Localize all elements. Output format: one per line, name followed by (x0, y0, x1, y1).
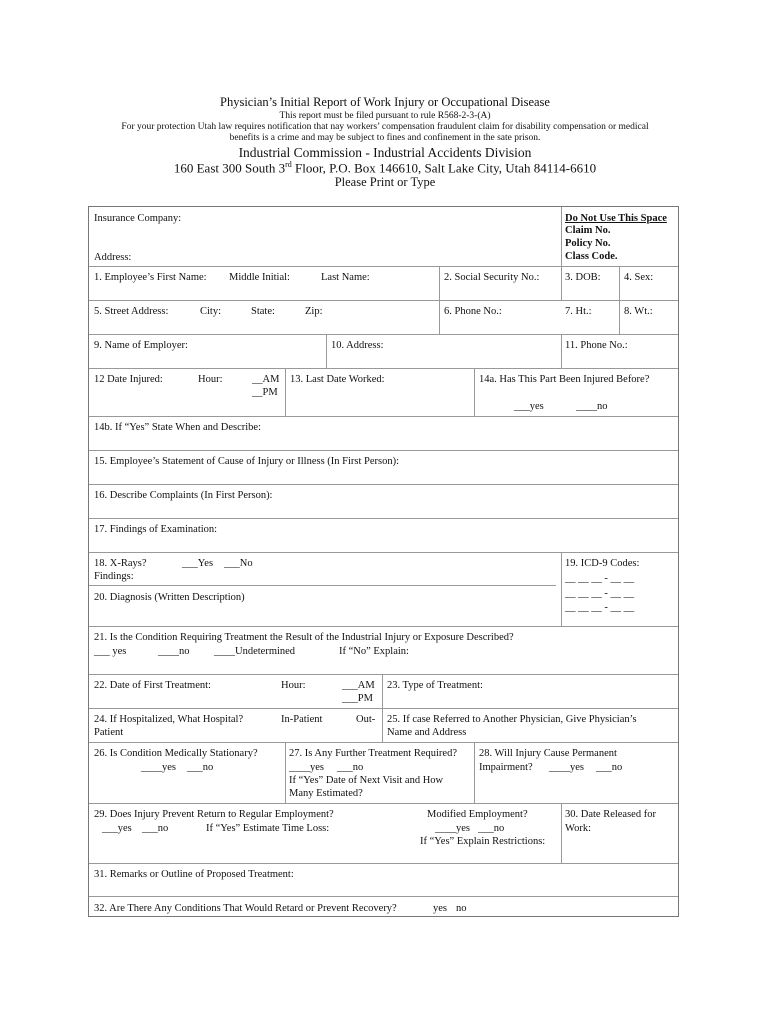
treatment-am-option[interactable]: ___AM (342, 680, 375, 691)
row-divider (89, 484, 678, 485)
column-divider (561, 207, 562, 300)
row-divider (89, 334, 678, 335)
row-divider (89, 742, 678, 743)
insurance-company-label: Insurance Company: (94, 213, 182, 224)
condition-explain-field[interactable]: If “No” Explain: (339, 646, 409, 657)
modified-employment-question: Modified Employment? (427, 809, 528, 820)
condition-result-undetermined[interactable]: ____Undetermined (214, 646, 296, 657)
state-field[interactable]: State: (251, 306, 275, 317)
modified-employment-no[interactable]: ___no (478, 823, 505, 834)
complaints-field[interactable]: 16. Describe Complaints (In First Person): (94, 490, 273, 501)
icd9-code-1[interactable]: __ __ __ - __ __ (565, 573, 635, 584)
outpatient-option-cont: Patient (94, 727, 124, 738)
column-divider (561, 803, 562, 863)
column-divider (474, 368, 475, 416)
injured-before-question: 14a. Has This Part Been Injured Before? (479, 374, 650, 385)
date-released-field-cont: Work: (565, 823, 591, 834)
height-field[interactable]: 7. Ht.: (565, 306, 592, 317)
examination-findings-field[interactable]: 17. Findings of Examination: (94, 524, 218, 535)
address-part1: 160 East 300 South 3 (173, 160, 286, 176)
middle-initial-field[interactable]: Middle Initial: (229, 272, 290, 283)
return-employment-no[interactable]: ___no (142, 823, 169, 834)
row-divider (89, 416, 678, 417)
last-date-worked-field[interactable]: 13. Last Date Worked: (290, 374, 385, 385)
do-not-use-label: Do Not Use This Space (565, 213, 667, 224)
treatment-pm-option[interactable]: ___PM (342, 693, 373, 704)
street-address-field[interactable]: 5. Street Address: (94, 306, 169, 317)
condition-result-no[interactable]: ____no (158, 646, 190, 657)
row-divider (89, 674, 678, 675)
city-field[interactable]: City: (200, 306, 222, 317)
policy-no-label: Policy No. (565, 238, 611, 249)
prior-injury-description-field[interactable]: 14b. If “Yes” State When and Describe: (94, 422, 261, 433)
employee-first-name-field[interactable]: 1. Employee’s First Name: (94, 272, 207, 283)
row-divider (89, 368, 678, 369)
next-visit-field[interactable]: If “Yes” Date of Next Visit and How (289, 775, 444, 786)
column-divider (474, 742, 475, 803)
row-divider (89, 626, 678, 627)
further-treatment-question: 27. Is Any Further Treatment Required? (289, 748, 457, 759)
further-treatment-no[interactable]: ___no (337, 762, 364, 773)
ssn-field[interactable]: 2. Social Security No.: (444, 272, 540, 283)
outpatient-option[interactable]: Out- (356, 714, 376, 725)
row-divider (89, 863, 678, 864)
column-divider (326, 334, 327, 368)
column-divider (439, 266, 440, 334)
phone-field[interactable]: 6. Phone No.: (444, 306, 502, 317)
address-ordinal: rd (285, 160, 292, 169)
row-divider (89, 896, 678, 897)
icd9-code-2[interactable]: __ __ __ - __ __ (565, 588, 635, 599)
condition-result-question: 21. Is the Condition Requiring Treatment the Result of the Industrial Injury or Exposure Described? (94, 632, 514, 643)
protection-notice-line2: benefits is a crime and may be subject to fines and confinement in the sate prison. (229, 133, 541, 143)
recovery-conditions-yes[interactable]: yes (433, 903, 447, 914)
insurance-address-label: Address: (94, 252, 132, 263)
commission-address (0, 160, 770, 176)
xrays-question: 18. X-Rays? (94, 558, 147, 569)
hospital-field[interactable]: 24. If Hospitalized, What Hospital? (94, 714, 244, 725)
protection-notice-line1: For your protection Utah law requires notification that nay workers’ compensation fraudulent claim for disability compensation or medical (121, 122, 649, 132)
report-title: Physician’s Initial Report of Work Injury or Occupational Disease (220, 95, 550, 109)
row-divider (89, 803, 678, 804)
medically-stationary-yes[interactable]: ____yes (141, 762, 176, 773)
referred-physician-field[interactable]: 25. If case Referred to Another Physician, Give Physician’s (387, 714, 637, 725)
icd9-code-3[interactable]: __ __ __ - __ __ (565, 602, 635, 613)
column-divider (561, 552, 562, 626)
return-employment-yes[interactable]: ___yes (102, 823, 132, 834)
column-divider (285, 368, 286, 416)
inpatient-option[interactable]: In-Patient (281, 714, 323, 725)
referred-physician-field-cont: Name and Address (387, 727, 467, 738)
return-employment-question: 29. Does Injury Prevent Return to Regular Employment? (94, 809, 334, 820)
row-divider (89, 708, 678, 709)
injured-before-yes[interactable]: ___yes (514, 401, 544, 412)
permanent-impairment-question: 28. Will Injury Cause Permanent (479, 748, 617, 759)
treatment-type-field[interactable]: 23. Type of Treatment: (387, 680, 483, 691)
weight-field[interactable]: 8. Wt.: (624, 306, 653, 317)
column-divider (619, 266, 620, 334)
row-divider (89, 552, 678, 553)
injury-pm-option[interactable]: __PM (252, 387, 278, 398)
row-divider (89, 518, 678, 519)
diagnosis-field[interactable]: 20. Diagnosis (Written Description) (94, 592, 245, 603)
row-divider (89, 300, 678, 301)
date-injured-field[interactable]: 12 Date Injured: (94, 374, 163, 385)
zip-field[interactable]: Zip: (305, 306, 323, 317)
modified-employment-yes[interactable]: ____yes (435, 823, 470, 834)
employer-phone-field[interactable]: 11. Phone No.: (565, 340, 628, 351)
medically-stationary-no[interactable]: ___no (187, 762, 214, 773)
sex-field[interactable]: 4. Sex: (624, 272, 654, 283)
address-part2: Floor, P.O. Box 146610, Salt Lake City, Utah 84114-6610 (291, 160, 597, 176)
date-released-field[interactable]: 30. Date Released for (565, 809, 656, 820)
rule-reference: This report must be filed pursuant to rule R568-2-3-(A) (279, 111, 491, 121)
column-divider (561, 334, 562, 368)
employer-address-field[interactable]: 10. Address: (331, 340, 384, 351)
employee-statement-field[interactable]: 15. Employee’s Statement of Cause of Injury or Illness (In First Person): (94, 456, 400, 467)
time-loss-field[interactable]: If “Yes” Estimate Time Loss: (206, 823, 330, 834)
condition-result-yes[interactable]: ___ yes (94, 646, 127, 657)
column-divider (382, 674, 383, 742)
row-divider (89, 585, 556, 586)
further-treatment-yes[interactable]: ____yes (289, 762, 324, 773)
last-name-field[interactable]: Last Name: (321, 272, 370, 283)
commission-name: Industrial Commission - Industrial Accidents Division (238, 145, 532, 160)
first-treatment-date-field[interactable]: 22. Date of First Treatment: (94, 680, 211, 691)
injury-am-option[interactable]: __AM (252, 374, 280, 385)
remarks-field[interactable]: 31. Remarks or Outline of Proposed Treatment: (94, 869, 294, 880)
dob-field[interactable]: 3. DOB: (565, 272, 601, 283)
permanent-impairment-yes[interactable]: ____yes (549, 762, 584, 773)
report-form (88, 206, 679, 917)
injured-before-no[interactable]: ____no (576, 401, 608, 412)
medically-stationary-question: 26. Is Condition Medically Stationary? (94, 748, 258, 759)
injury-hour-field[interactable]: Hour: (198, 374, 223, 385)
print-instruction: Please Print or Type (334, 175, 436, 189)
next-visit-field-cont: Many Estimated? (289, 788, 363, 799)
class-code-label: Class Code. (565, 251, 618, 262)
column-divider (285, 742, 286, 803)
xrays-yes[interactable]: ___Yes (182, 558, 214, 569)
permanent-impairment-label: Impairment? (479, 762, 533, 773)
row-divider (89, 450, 678, 451)
row-divider (89, 266, 678, 267)
icd9-codes-label: 19. ICD-9 Codes: (565, 558, 640, 569)
claim-no-label: Claim No. (565, 225, 611, 236)
recovery-conditions-no[interactable]: no (456, 903, 467, 914)
recovery-conditions-question: 32. Are There Any Conditions That Would Retard or Prevent Recovery? (94, 903, 397, 914)
xrays-no[interactable]: ___No (224, 558, 253, 569)
employer-name-field[interactable]: 9. Name of Employer: (94, 340, 188, 351)
restrictions-field[interactable]: If “Yes” Explain Restrictions: (420, 836, 546, 847)
permanent-impairment-no[interactable]: ___no (596, 762, 623, 773)
treatment-hour-field[interactable]: Hour: (281, 680, 306, 691)
xray-findings-field[interactable]: Findings: (94, 571, 134, 582)
